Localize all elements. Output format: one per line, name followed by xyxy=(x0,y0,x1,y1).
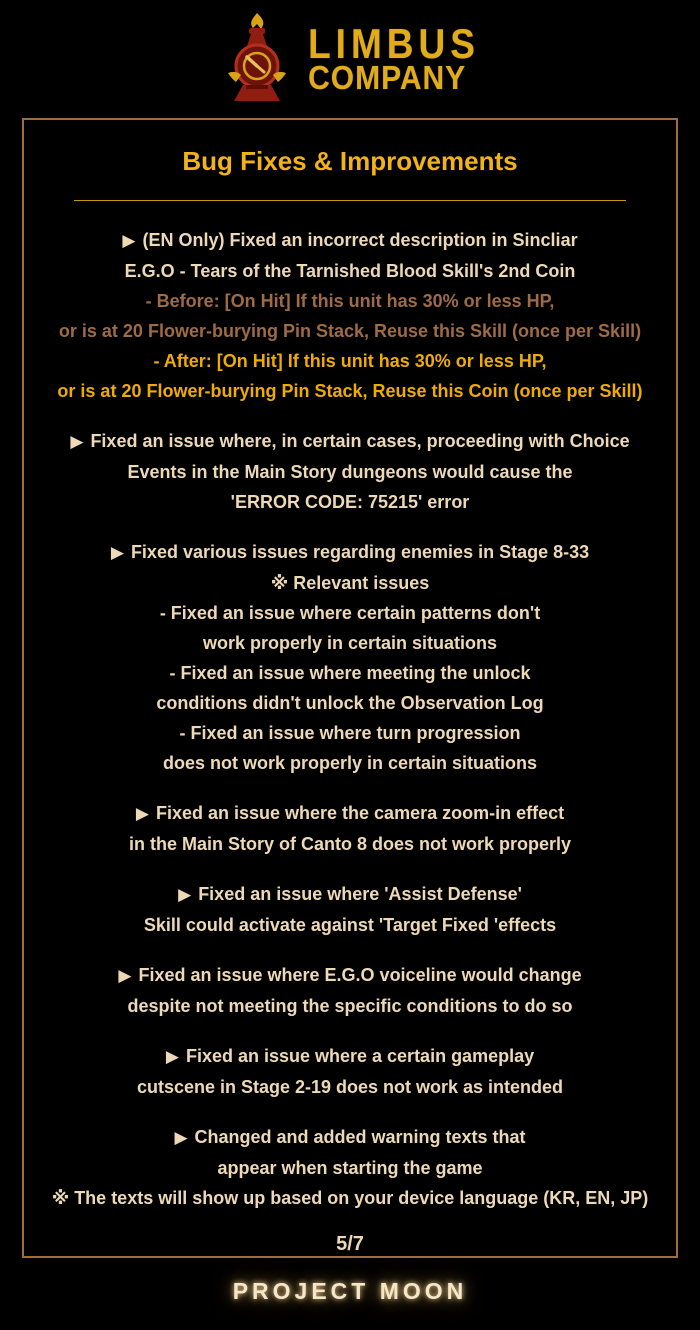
page-title: Bug Fixes & Improvements xyxy=(182,146,518,176)
notice-section xyxy=(24,960,676,1021)
notice-line: ※ Relevant issues xyxy=(270,573,430,593)
play-bullet-icon: ▶ xyxy=(70,432,84,451)
limbus-company-logo xyxy=(0,10,700,110)
notice-section xyxy=(24,537,676,778)
notice-panel xyxy=(22,118,678,1258)
title-divider xyxy=(74,200,626,201)
notice-line: despite not meeting the specific conditions to do so xyxy=(127,996,573,1016)
notice-line: Events in the Main Story dungeons would cause the xyxy=(127,462,573,482)
notice-section xyxy=(24,1041,676,1102)
play-bullet-icon: ▶ xyxy=(122,231,136,250)
notice-line: conditions didn't unlock the Observation Log xyxy=(156,693,544,713)
logo-line1: LIMBUS xyxy=(308,21,480,67)
notice-line: cutscene in Stage 2-19 does not work as intended xyxy=(136,1077,564,1097)
notice-line: ※ The texts will show up based on your device language (KR, EN, JP) xyxy=(51,1188,649,1208)
notice-line: - Fixed an issue where certain patterns don't xyxy=(159,603,541,623)
notice-line: ▶ Fixed an issue where E.G.O voiceline would change xyxy=(118,965,582,985)
logo-line2: COMPANY xyxy=(308,60,467,98)
notice-section xyxy=(24,798,676,859)
notice-line: ▶ Fixed an issue where 'Assist Defense' xyxy=(178,884,522,904)
play-bullet-icon: ▶ xyxy=(110,543,124,562)
play-bullet-icon: ▶ xyxy=(178,885,192,904)
notice-line: ▶ Fixed an issue where the camera zoom-in effect xyxy=(135,803,565,823)
notice-body xyxy=(24,225,676,1213)
notice-line: or is at 20 Flower-burying Pin Stack, Reuse this Coin (once per Skill) xyxy=(57,381,643,401)
footer xyxy=(0,1278,700,1305)
notice-line: - Fixed an issue where turn progression xyxy=(179,723,521,743)
notice-line: work properly in certain situations xyxy=(202,633,498,653)
notice-line: - After: [On Hit] If this unit has 30% or less HP, xyxy=(153,351,547,371)
notice-line: ▶ Fixed an issue where, in certain cases, proceeding with Choice xyxy=(70,431,630,451)
notice-line: in the Main Story of Canto 8 does not work properly xyxy=(128,834,572,854)
play-bullet-icon: ▶ xyxy=(135,804,149,823)
notice-line: appear when starting the game xyxy=(217,1158,483,1178)
logo-wordmark xyxy=(308,21,480,98)
page-indicator: 5/7 xyxy=(336,1233,364,1255)
notice-line: ▶ (EN Only) Fixed an incorrect description in Sincliar xyxy=(122,230,578,250)
notice-line: ▶ Fixed an issue where a certain gameplay xyxy=(165,1046,535,1066)
notice-section xyxy=(24,879,676,940)
notice-line: - Before: [On Hit] If this unit has 30% or less HP, xyxy=(145,291,555,311)
notice-line: or is at 20 Flower-burying Pin Stack, Reuse this Skill (once per Skill) xyxy=(58,321,642,341)
notice-section xyxy=(24,225,676,406)
notice-section xyxy=(24,1122,676,1213)
notice-line: E.G.O - Tears of the Tarnished Blood Skill's 2nd Coin xyxy=(124,261,576,281)
limbus-clock-icon xyxy=(220,11,294,110)
notice-line: ▶ Fixed various issues regarding enemies in Stage 8-33 xyxy=(110,542,590,562)
notice-line: - Fixed an issue where meeting the unlock xyxy=(169,663,531,683)
notice-line: ▶ Changed and added warning texts that xyxy=(174,1127,526,1147)
notice-section xyxy=(24,426,676,517)
play-bullet-icon: ▶ xyxy=(165,1047,179,1066)
project-moon-wordmark: PROJECT MOON xyxy=(232,1278,468,1304)
notice-line: 'ERROR CODE: 75215' error xyxy=(230,492,470,512)
notice-line: Skill could activate against 'Target Fixed 'effects xyxy=(143,915,557,935)
play-bullet-icon: ▶ xyxy=(118,966,132,985)
notice-line: does not work properly in certain situations xyxy=(162,753,538,773)
play-bullet-icon: ▶ xyxy=(174,1128,188,1147)
